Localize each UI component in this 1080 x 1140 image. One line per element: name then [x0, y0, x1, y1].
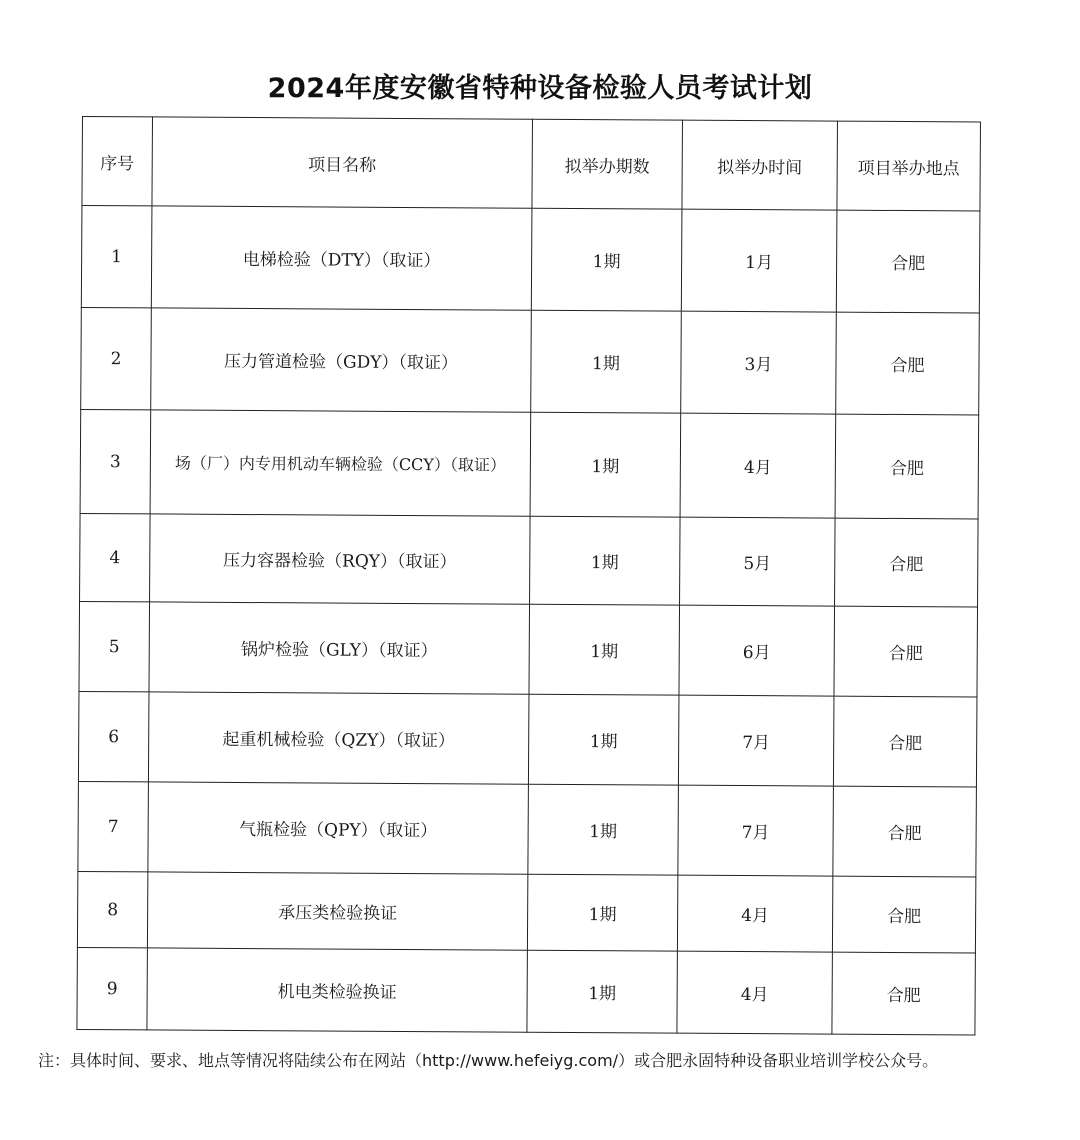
cell-name: 压力管道检验（GDY）（取证） — [151, 308, 532, 412]
cell-location: 合肥 — [836, 210, 980, 313]
cell-time: 7月 — [678, 785, 834, 876]
cell-time: 1月 — [681, 209, 837, 312]
cell-location: 合肥 — [835, 414, 979, 519]
cell-sessions: 1期 — [531, 310, 682, 413]
cell-time: 5月 — [680, 517, 836, 606]
cell-location: 合肥 — [832, 876, 975, 953]
cell-sessions: 1期 — [528, 784, 679, 875]
cell-sessions: 1期 — [527, 874, 677, 951]
cell-name: 起重机械检验（QZY）（取证） — [148, 692, 529, 784]
cell-time: 7月 — [678, 695, 834, 786]
cell-location: 合肥 — [836, 312, 980, 415]
cell-no: 9 — [77, 947, 147, 1029]
cell-sessions: 1期 — [531, 208, 682, 311]
cell-name: 承压类检验换证 — [147, 872, 527, 950]
cell-location: 合肥 — [832, 952, 975, 1035]
table-row — [81, 307, 980, 414]
cell-no: 5 — [79, 601, 150, 691]
exam-plan-table — [76, 116, 981, 1035]
header-location: 项目举办地点 — [837, 121, 981, 211]
page-title: 2024年度安徽省特种设备检验人员考试计划 — [267, 73, 813, 104]
cell-name: 机电类检验换证 — [147, 948, 527, 1032]
cell-name: 锅炉检验（GLY）（取证） — [149, 602, 530, 694]
cell-sessions: 1期 — [527, 950, 677, 1033]
table-row — [77, 947, 975, 1034]
cell-time: 4月 — [677, 875, 832, 952]
cell-name: 气瓶检验（QPY）（取证） — [148, 782, 529, 874]
cell-time: 3月 — [681, 311, 837, 414]
cell-sessions: 1期 — [530, 412, 681, 517]
cell-location: 合肥 — [833, 696, 977, 787]
cell-time: 6月 — [679, 605, 835, 696]
table-row — [81, 206, 980, 313]
table-header-row — [82, 117, 981, 211]
cell-sessions: 1期 — [529, 604, 680, 695]
header-sessions: 拟举办期数 — [532, 119, 683, 209]
table-row — [78, 691, 977, 786]
header-name: 项目名称 — [152, 117, 533, 208]
cell-name: 场（厂）内专用机动车辆检验（CCY）（取证） — [150, 410, 531, 516]
table-row — [79, 601, 978, 696]
cell-location: 合肥 — [833, 786, 977, 877]
cell-location: 合肥 — [835, 518, 979, 607]
cell-sessions: 1期 — [528, 694, 679, 785]
cell-no: 6 — [78, 691, 149, 781]
table-row — [77, 871, 975, 952]
cell-no: 2 — [81, 307, 152, 409]
cell-no: 4 — [80, 513, 151, 601]
table-row — [80, 409, 979, 518]
cell-location: 合肥 — [834, 606, 978, 697]
cell-name: 电梯检验（DTY）（取证） — [151, 206, 532, 310]
cell-sessions: 1期 — [530, 516, 681, 605]
table-row — [80, 513, 979, 606]
header-no: 序号 — [82, 117, 153, 206]
cell-no: 1 — [81, 206, 152, 308]
cell-no: 3 — [80, 409, 151, 513]
cell-time: 4月 — [680, 413, 836, 518]
table-row — [78, 781, 977, 876]
cell-time: 4月 — [677, 951, 832, 1034]
cell-no: 8 — [77, 871, 147, 947]
header-time: 拟举办时间 — [682, 120, 838, 210]
footnote: 注：具体时间、要求、地点等情况将陆续公布在网站（http://www.hefeiyg.com/）或合肥永固特种设备职业培训学校公众号。 — [38, 1051, 939, 1070]
cell-name: 压力容器检验（RQY）（取证） — [150, 514, 531, 604]
cell-no: 7 — [78, 781, 149, 871]
